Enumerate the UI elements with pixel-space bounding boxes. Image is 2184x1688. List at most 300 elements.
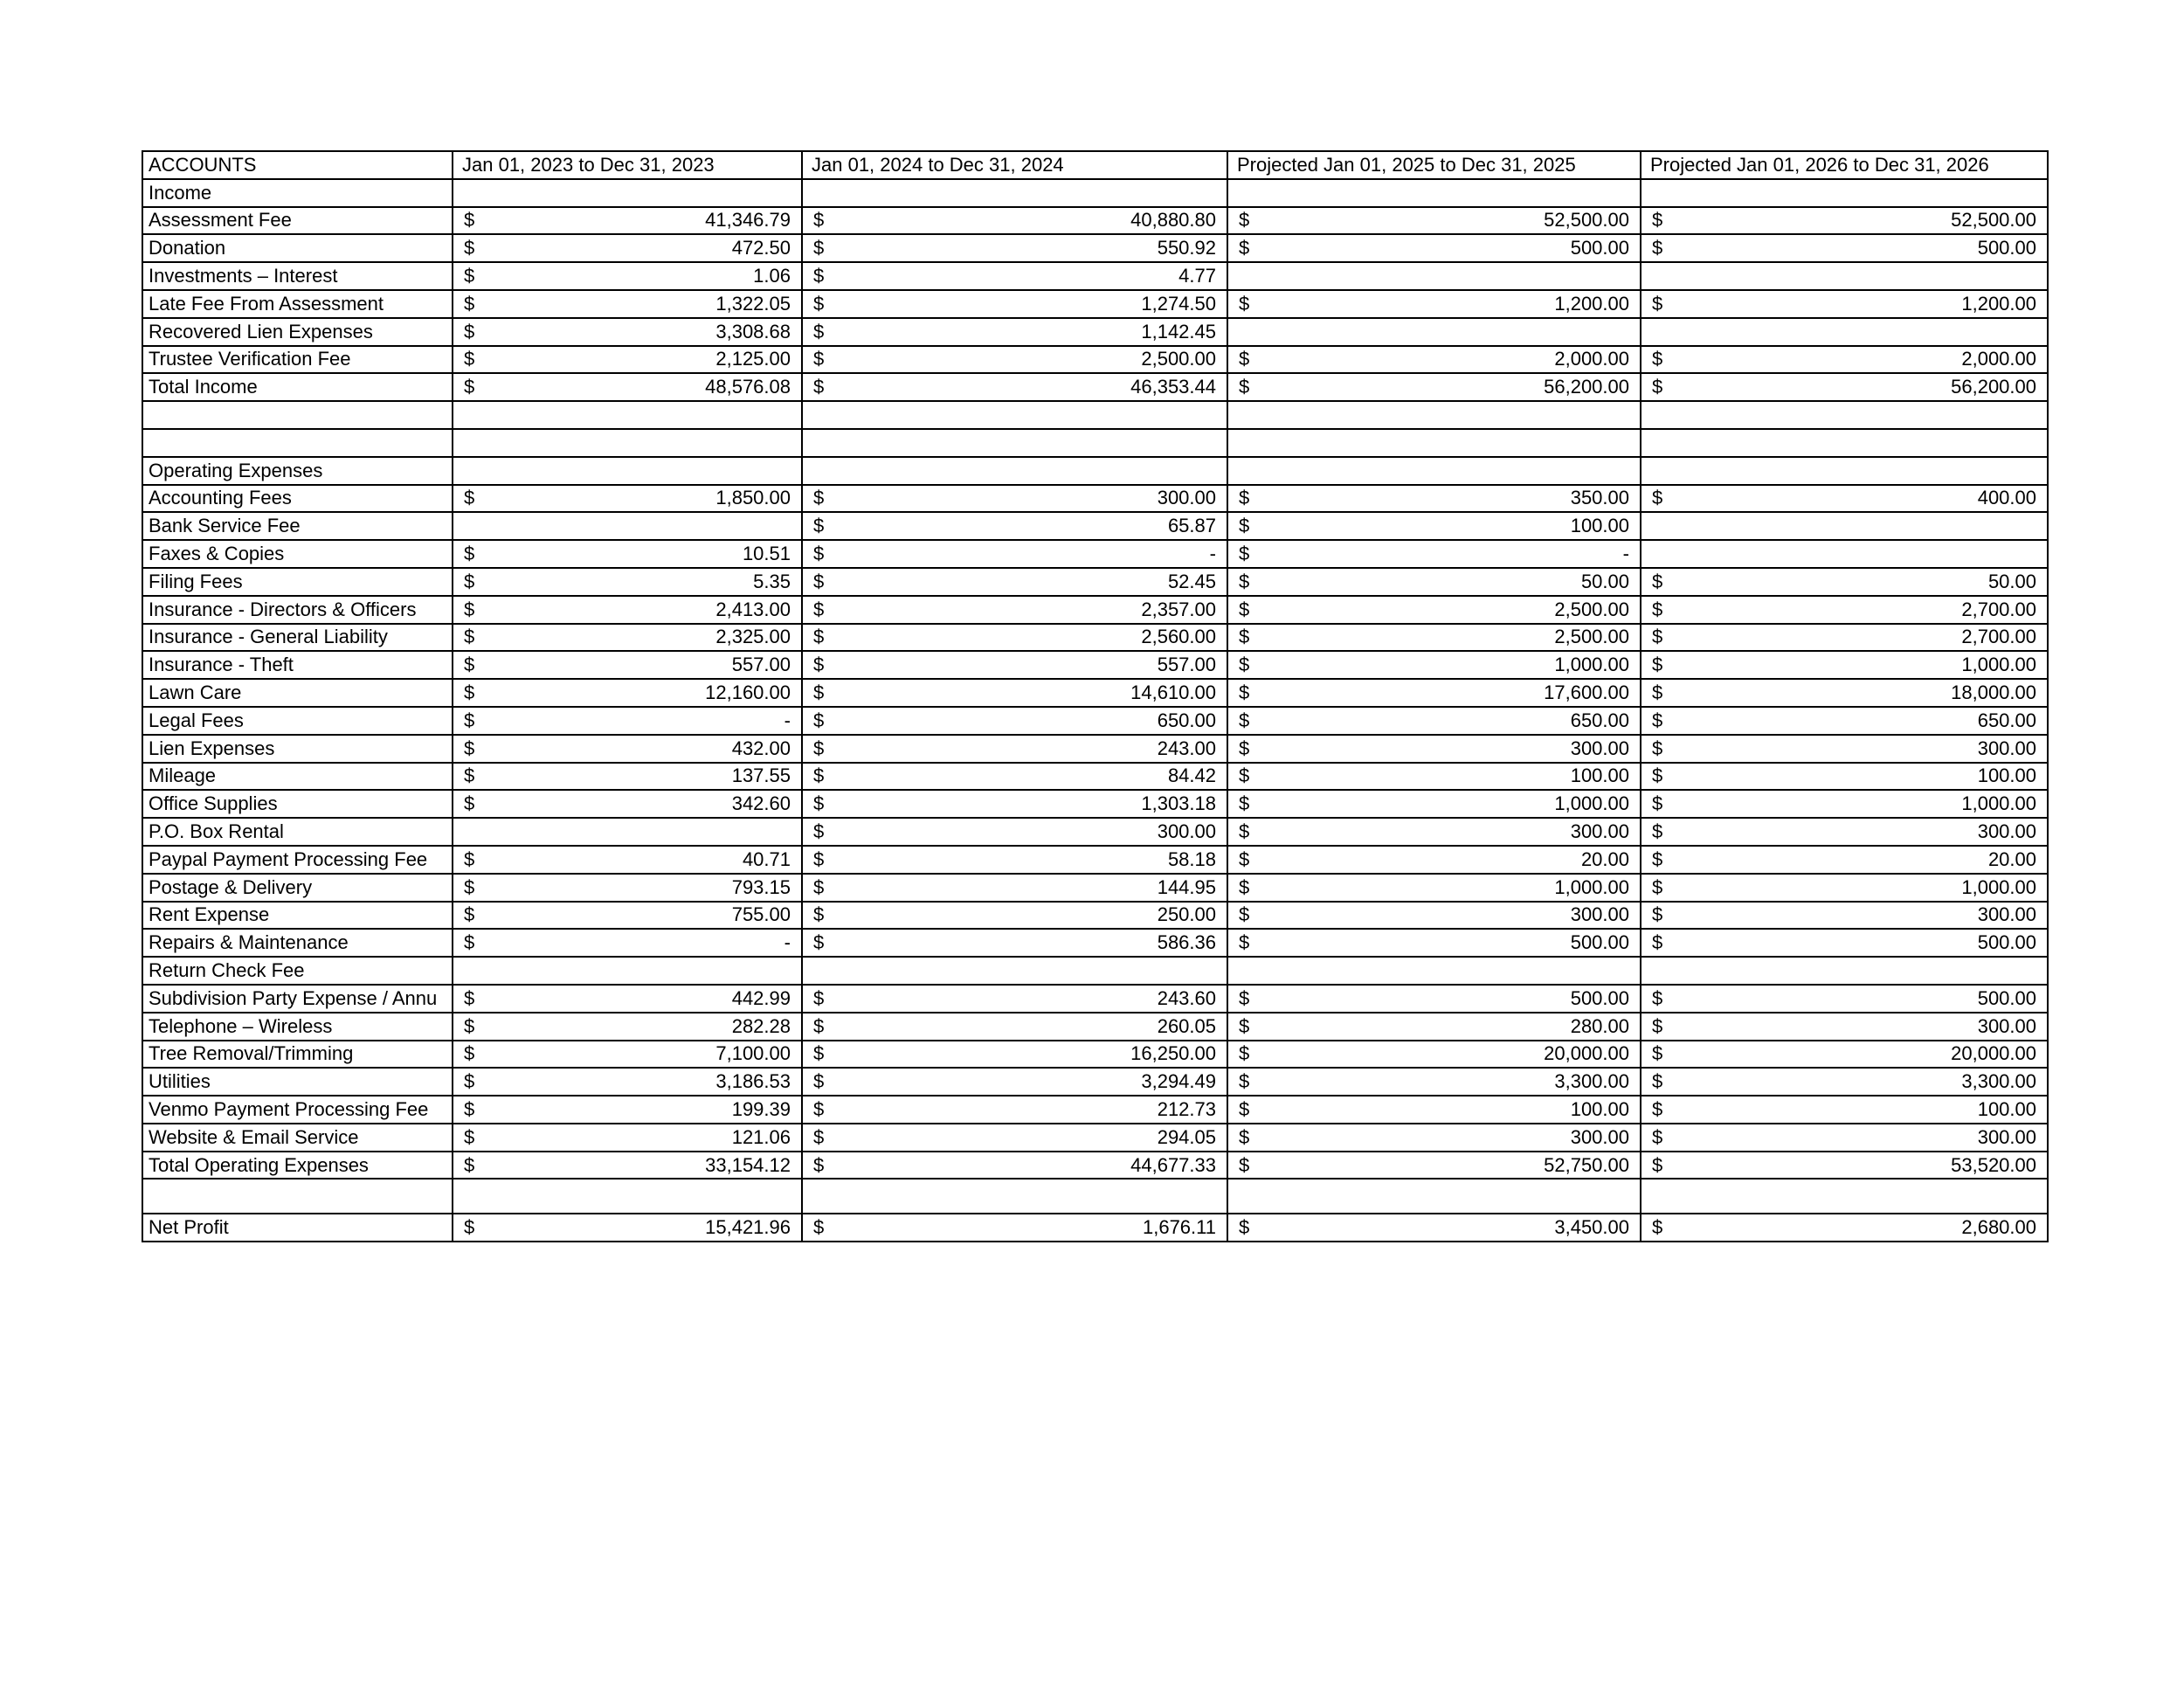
amount-cell-2025-projected <box>1227 290 1641 318</box>
money-value <box>1234 711 1635 730</box>
account-label: Venmo Payment Processing Fee <box>142 1096 453 1124</box>
amount-value: 3,450.00 <box>1554 1216 1629 1239</box>
accounts-header: ACCOUNTS <box>142 151 453 179</box>
money-value <box>1647 711 2042 730</box>
money-value <box>1234 739 1635 758</box>
money-value <box>1647 1153 2042 1176</box>
currency-symbol: $ <box>1652 1097 1663 1120</box>
currency-symbol: $ <box>813 1014 825 1037</box>
amount-cell-2025-projected <box>1227 957 1641 985</box>
money-value <box>459 655 796 675</box>
amount-cell-2026-projected <box>1641 957 2048 985</box>
amount-cell-2023 <box>453 1068 802 1096</box>
currency-symbol: $ <box>464 1042 475 1065</box>
currency-symbol: $ <box>1239 515 1250 537</box>
currency-symbol: $ <box>464 986 475 1009</box>
amount-cell-2026-projected <box>1641 568 2048 596</box>
money-value <box>1647 1097 2042 1120</box>
amount-cell-2025-projected <box>1227 1013 1641 1041</box>
currency-symbol: $ <box>813 931 825 954</box>
currency-symbol: $ <box>1652 764 1663 787</box>
amount-value: 243.00 <box>1157 737 1216 759</box>
currency-symbol: $ <box>813 209 825 232</box>
amount-cell-2023 <box>453 1179 802 1214</box>
table-row <box>142 874 2048 902</box>
amount-value: 3,300.00 <box>1961 1070 2036 1093</box>
amount-cell-2024 <box>802 874 1227 902</box>
period-header-2025-projected: Projected Jan 01, 2025 to Dec 31, 2025 <box>1227 151 1641 179</box>
account-label: Paypal Payment Processing Fee <box>142 846 453 874</box>
amount-value: 300.00 <box>1157 487 1216 509</box>
table-row <box>142 568 2048 596</box>
account-label: Lien Expenses <box>142 735 453 763</box>
currency-symbol: $ <box>464 681 475 704</box>
amount-cell-2024 <box>802 1096 1227 1124</box>
money-value <box>1234 211 1635 230</box>
currency-symbol: $ <box>1239 931 1250 954</box>
amount-value: 1,676.11 <box>1142 1216 1216 1239</box>
currency-symbol: $ <box>1652 626 1663 648</box>
amount-value: 300.00 <box>1977 737 2036 759</box>
money-value <box>1234 627 1635 647</box>
amount-cell-2023 <box>453 1096 802 1124</box>
currency-symbol: $ <box>813 320 825 342</box>
amount-cell-2023 <box>453 957 802 985</box>
currency-symbol: $ <box>1652 847 1663 870</box>
money-value <box>1234 516 1635 536</box>
amount-cell-2025-projected <box>1227 179 1641 207</box>
money-value <box>808 1125 1221 1148</box>
currency-symbol: $ <box>1652 792 1663 815</box>
amount-cell-2023 <box>453 373 802 401</box>
amount-cell-2023 <box>453 1124 802 1152</box>
amount-value: 212.73 <box>1157 1097 1216 1120</box>
amount-value: 500.00 <box>1977 237 2036 259</box>
currency-symbol: $ <box>1239 292 1250 315</box>
amount-cell-2023 <box>453 346 802 374</box>
currency-symbol: $ <box>1652 820 1663 843</box>
currency-symbol: $ <box>1239 1014 1250 1037</box>
amount-cell-2026-projected <box>1641 179 2048 207</box>
accounts-table <box>142 150 2049 1242</box>
amount-cell-2026-projected <box>1641 929 2048 957</box>
currency-symbol: $ <box>464 792 475 815</box>
money-value <box>1647 600 2042 619</box>
amount-value: 557.00 <box>731 654 791 676</box>
currency-symbol: $ <box>464 543 475 565</box>
amount-cell-2023 <box>453 679 802 707</box>
currency-symbol: $ <box>464 1153 475 1176</box>
amount-value: 300.00 <box>1157 820 1216 843</box>
amount-value: 56,200.00 <box>1544 376 1629 398</box>
currency-symbol: $ <box>464 847 475 870</box>
money-value <box>808 572 1221 591</box>
account-label: Tree Removal/Trimming <box>142 1041 453 1069</box>
currency-symbol: $ <box>1239 487 1250 509</box>
money-value <box>459 377 796 397</box>
table-row <box>142 179 2048 207</box>
account-label: Recovered Lien Expenses <box>142 318 453 346</box>
currency-symbol: $ <box>1239 1070 1250 1093</box>
amount-cell-2025-projected <box>1227 262 1641 290</box>
table-row <box>142 707 2048 735</box>
currency-symbol: $ <box>464 348 475 370</box>
money-value <box>459 1125 796 1148</box>
money-value <box>808 822 1221 841</box>
currency-symbol: $ <box>1239 348 1250 370</box>
money-value <box>808 1097 1221 1120</box>
currency-symbol: $ <box>813 764 825 787</box>
money-value <box>808 933 1221 952</box>
table-row <box>142 1124 2048 1152</box>
currency-symbol: $ <box>1239 1153 1250 1176</box>
amount-value: 2,357.00 <box>1141 598 1216 620</box>
money-value <box>808 322 1221 342</box>
money-value <box>808 544 1221 564</box>
amount-value: 58.18 <box>1167 847 1216 870</box>
amount-value: 500.00 <box>1570 931 1629 954</box>
currency-symbol: $ <box>464 737 475 759</box>
amount-cell-2024 <box>802 540 1227 568</box>
amount-cell-2025-projected <box>1227 1214 1641 1242</box>
amount-cell-2024 <box>802 512 1227 540</box>
amount-cell-2025-projected <box>1227 985 1641 1013</box>
account-label: Net Profit <box>142 1214 453 1242</box>
amount-cell-2026-projected <box>1641 596 2048 624</box>
amount-value: 243.60 <box>1157 986 1216 1009</box>
header-row <box>142 151 2048 179</box>
amount-value: 41,346.79 <box>705 209 791 232</box>
amount-value: 44,677.33 <box>1130 1153 1216 1176</box>
account-label: Late Fee From Assessment <box>142 290 453 318</box>
account-label: Insurance - General Liability <box>142 624 453 652</box>
money-value <box>459 683 796 702</box>
amount-cell-2023 <box>453 457 802 485</box>
amount-value: 40,880.80 <box>1130 209 1216 232</box>
amount-cell-2026-projected <box>1641 763 2048 791</box>
table-row <box>142 679 2048 707</box>
amount-cell-2023 <box>453 790 802 818</box>
money-value <box>1647 683 2042 702</box>
amount-cell-2024 <box>802 346 1227 374</box>
account-label: Legal Fees <box>142 707 453 735</box>
money-value <box>459 544 796 564</box>
money-value <box>1234 905 1635 924</box>
table-row <box>142 1096 2048 1124</box>
amount-cell-2024 <box>802 763 1227 791</box>
table-row <box>142 651 2048 679</box>
table-row <box>142 1152 2048 1180</box>
currency-symbol: $ <box>1239 1097 1250 1120</box>
amount-cell-2024 <box>802 429 1227 457</box>
money-value <box>808 655 1221 675</box>
amount-value: 1,850.00 <box>715 487 791 509</box>
table-row <box>142 902 2048 930</box>
amount-value: 2,500.00 <box>1554 598 1629 620</box>
amount-value: 260.05 <box>1157 1014 1216 1037</box>
currency-symbol: $ <box>1652 570 1663 592</box>
currency-symbol: $ <box>1652 1014 1663 1037</box>
currency-symbol: $ <box>1239 570 1250 592</box>
amount-cell-2025-projected <box>1227 790 1641 818</box>
currency-symbol: $ <box>1652 487 1663 509</box>
currency-symbol: $ <box>464 654 475 676</box>
amount-value: 33,154.12 <box>705 1153 791 1176</box>
amount-value: 2,413.00 <box>715 598 791 620</box>
amount-value: 2,700.00 <box>1961 626 2036 648</box>
amount-value: 1,303.18 <box>1141 792 1216 815</box>
currency-symbol: $ <box>1652 875 1663 898</box>
money-value <box>1647 1072 2042 1091</box>
amount-cell-2024 <box>802 373 1227 401</box>
money-value <box>1647 766 2042 785</box>
money-value <box>459 794 796 813</box>
currency-symbol: $ <box>813 598 825 620</box>
account-label: Bank Service Fee <box>142 512 453 540</box>
currency-symbol: $ <box>1239 543 1250 565</box>
account-label: Rent Expense <box>142 902 453 930</box>
table-row <box>142 929 2048 957</box>
currency-symbol: $ <box>1652 654 1663 676</box>
amount-cell-2026-projected <box>1641 1124 2048 1152</box>
period-header-2023: Jan 01, 2023 to Dec 31, 2023 <box>453 151 802 179</box>
table-row <box>142 401 2048 429</box>
currency-symbol: $ <box>813 903 825 926</box>
amount-value: 650.00 <box>1157 709 1216 731</box>
amount-value: 500.00 <box>1977 931 2036 954</box>
amount-value: 300.00 <box>1977 1125 2036 1148</box>
amount-cell-2025-projected <box>1227 207 1641 235</box>
currency-symbol: $ <box>464 1216 475 1239</box>
currency-symbol: $ <box>813 737 825 759</box>
amount-value: 550.92 <box>1157 237 1216 259</box>
currency-symbol: $ <box>813 1070 825 1093</box>
amount-value: 144.95 <box>1157 875 1216 898</box>
account-label: Telephone – Wireless <box>142 1013 453 1041</box>
currency-symbol: $ <box>1652 1042 1663 1065</box>
money-value <box>459 847 796 870</box>
money-value <box>808 1014 1221 1037</box>
amount-value: 432.00 <box>731 737 791 759</box>
money-value <box>808 377 1221 397</box>
money-value <box>459 1218 796 1237</box>
amount-cell-2026-projected <box>1641 457 2048 485</box>
amount-cell-2023 <box>453 985 802 1013</box>
amount-value: - <box>784 709 791 731</box>
money-value <box>808 711 1221 730</box>
amount-cell-2023 <box>453 318 802 346</box>
amount-cell-2024 <box>802 1068 1227 1096</box>
money-value <box>808 600 1221 619</box>
period-header-2024: Jan 01, 2024 to Dec 31, 2024 <box>802 151 1227 179</box>
amount-cell-2025-projected <box>1227 818 1641 846</box>
account-label: Utilities <box>142 1068 453 1096</box>
account-label: P.O. Box Rental <box>142 818 453 846</box>
table-row <box>142 485 2048 513</box>
amount-cell-2024 <box>802 485 1227 513</box>
money-value <box>1234 1125 1635 1148</box>
amount-value: 250.00 <box>1157 903 1216 926</box>
money-value <box>1647 572 2042 591</box>
currency-symbol: $ <box>813 626 825 648</box>
amount-value: 1,142.45 <box>1141 320 1216 342</box>
amount-value: 65.87 <box>1167 515 1216 537</box>
amount-value: 300.00 <box>1570 737 1629 759</box>
amount-cell-2026-projected <box>1641 985 2048 1013</box>
amount-cell-2023 <box>453 929 802 957</box>
money-value <box>459 1014 796 1037</box>
amount-cell-2026-projected <box>1641 318 2048 346</box>
amount-value: 557.00 <box>1157 654 1216 676</box>
money-value <box>808 488 1221 508</box>
money-value <box>808 1218 1221 1237</box>
amount-value: 20,000.00 <box>1951 1042 2036 1065</box>
account-label: Office Supplies <box>142 790 453 818</box>
money-value <box>459 294 796 314</box>
currency-symbol: $ <box>1652 598 1663 620</box>
account-label: Accounting Fees <box>142 485 453 513</box>
amount-cell-2026-projected <box>1641 262 2048 290</box>
currency-symbol: $ <box>464 764 475 787</box>
account-label: Trustee Verification Fee <box>142 346 453 374</box>
currency-symbol: $ <box>1239 681 1250 704</box>
amount-cell-2025-projected <box>1227 1068 1641 1096</box>
account-label: Faxes & Copies <box>142 540 453 568</box>
currency-symbol: $ <box>813 1042 825 1065</box>
currency-symbol: $ <box>813 570 825 592</box>
amount-cell-2025-projected <box>1227 596 1641 624</box>
currency-symbol: $ <box>1652 237 1663 259</box>
amount-cell-2023 <box>453 1214 802 1242</box>
amount-value: 2,325.00 <box>715 626 791 648</box>
amount-cell-2025-projected <box>1227 763 1641 791</box>
amount-value: 294.05 <box>1157 1125 1216 1148</box>
amount-value: 16,250.00 <box>1130 1042 1216 1065</box>
amount-cell-2023 <box>453 179 802 207</box>
money-value <box>1647 1218 2042 1237</box>
amount-cell-2024 <box>802 1013 1227 1041</box>
table-row <box>142 429 2048 457</box>
amount-cell-2023 <box>453 429 802 457</box>
amount-value: 5.35 <box>753 570 791 592</box>
table-row <box>142 373 2048 401</box>
amount-cell-2023 <box>453 568 802 596</box>
amount-value: 40.71 <box>742 847 791 870</box>
money-value <box>808 516 1221 536</box>
amount-cell-2024 <box>802 735 1227 763</box>
currency-symbol: $ <box>813 1125 825 1148</box>
money-value <box>459 933 796 952</box>
amount-value: 2,000.00 <box>1961 348 2036 370</box>
amount-cell-2023 <box>453 290 802 318</box>
currency-symbol: $ <box>813 792 825 815</box>
money-value <box>1647 986 2042 1009</box>
currency-symbol: $ <box>1239 1042 1250 1065</box>
currency-symbol: $ <box>464 570 475 592</box>
currency-symbol: $ <box>1652 986 1663 1009</box>
amount-value: 2,500.00 <box>1554 626 1629 648</box>
money-value <box>1234 294 1635 314</box>
currency-symbol: $ <box>1652 931 1663 954</box>
amount-value: 300.00 <box>1570 820 1629 843</box>
amount-cell-2026-projected <box>1641 1096 2048 1124</box>
account-label: Filing Fees <box>142 568 453 596</box>
amount-cell-2024 <box>802 179 1227 207</box>
money-value <box>459 627 796 647</box>
amount-cell-2025-projected <box>1227 1152 1641 1180</box>
amount-cell-2026-projected <box>1641 540 2048 568</box>
currency-symbol: $ <box>1652 681 1663 704</box>
money-value <box>1234 766 1635 785</box>
currency-symbol: $ <box>1239 209 1250 232</box>
amount-cell-2023 <box>453 485 802 513</box>
money-value <box>1234 986 1635 1009</box>
money-value <box>1234 1072 1635 1091</box>
currency-symbol: $ <box>813 237 825 259</box>
amount-cell-2025-projected <box>1227 902 1641 930</box>
amount-cell-2023 <box>453 624 802 652</box>
amount-value: - <box>784 931 791 954</box>
amount-cell-2024 <box>802 596 1227 624</box>
money-value <box>1647 794 2042 813</box>
table-row <box>142 624 2048 652</box>
currency-symbol: $ <box>1652 376 1663 398</box>
amount-value: 793.15 <box>731 875 791 898</box>
currency-symbol: $ <box>813 847 825 870</box>
amount-cell-2024 <box>802 790 1227 818</box>
amount-value: 100.00 <box>1977 764 2036 787</box>
amount-cell-2024 <box>802 902 1227 930</box>
amount-value: 12,160.00 <box>705 681 791 704</box>
money-value <box>1234 683 1635 702</box>
table-row <box>142 1214 2048 1242</box>
money-value <box>1234 933 1635 952</box>
amount-value: 52,750.00 <box>1544 1153 1629 1176</box>
money-value <box>1647 239 2042 258</box>
currency-symbol: $ <box>813 348 825 370</box>
table-row <box>142 457 2048 485</box>
account-label: Insurance - Theft <box>142 651 453 679</box>
currency-symbol: $ <box>1652 209 1663 232</box>
currency-symbol: $ <box>464 320 475 342</box>
amount-cell-2025-projected <box>1227 429 1641 457</box>
money-value <box>808 266 1221 286</box>
currency-symbol: $ <box>813 292 825 315</box>
amount-cell-2024 <box>802 929 1227 957</box>
amount-cell-2026-projected <box>1641 1068 2048 1096</box>
amount-cell-2025-projected <box>1227 624 1641 652</box>
amount-cell-2025-projected <box>1227 1041 1641 1069</box>
amount-cell-2025-projected <box>1227 318 1641 346</box>
money-value <box>808 294 1221 314</box>
amount-cell-2023 <box>453 401 802 429</box>
amount-cell-2026-projected <box>1641 1041 2048 1069</box>
amount-cell-2026-projected <box>1641 1152 2048 1180</box>
currency-symbol: $ <box>813 515 825 537</box>
money-value <box>1234 875 1635 898</box>
table-row <box>142 596 2048 624</box>
amount-value: 20.00 <box>1580 847 1629 870</box>
account-label: Operating Expenses <box>142 457 453 485</box>
amount-cell-2026-projected <box>1641 679 2048 707</box>
money-value <box>1234 488 1635 508</box>
amount-value: 2,500.00 <box>1141 348 1216 370</box>
money-value <box>459 1153 796 1176</box>
currency-symbol: $ <box>813 543 825 565</box>
amount-cell-2026-projected <box>1641 818 2048 846</box>
amount-value: 15,421.96 <box>705 1216 791 1239</box>
money-value <box>1647 847 2042 870</box>
